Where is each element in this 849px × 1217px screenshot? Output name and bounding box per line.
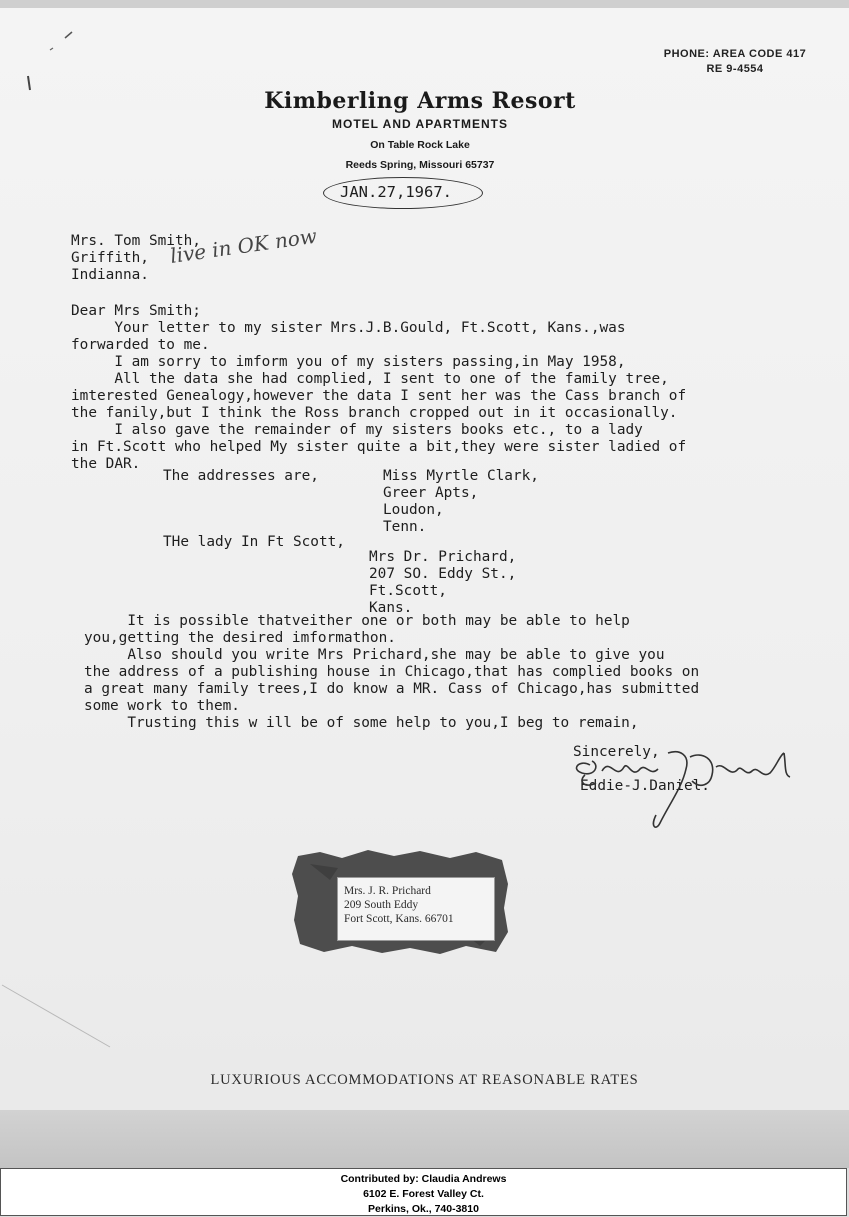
addresses-intro: The addresses are,	[163, 468, 319, 484]
letter-body	[71, 303, 686, 473]
resort-subtitle: MOTEL AND APARTMENTS	[332, 117, 508, 131]
resort-tagline: LUXURIOUS ACCOMMODATIONS AT REASONABLE RATES	[210, 1072, 639, 1088]
lady-intro: THe lady In Ft Scott,	[163, 534, 345, 550]
recipient-line: Griffith,	[71, 250, 149, 266]
label-line: Fort Scott, Kans. 66701	[344, 913, 454, 925]
body-line: you,getting the desired imformathon.	[84, 630, 396, 646]
letter-body-2	[84, 613, 699, 732]
pen-mark-icon	[10, 28, 80, 118]
paper-crease	[0, 975, 120, 1055]
body-line: Also should you write Mrs Prichard,she may be able to give you	[84, 647, 665, 663]
address-line: Loudon,	[383, 502, 444, 518]
body-line: imterested Genealogy,however the data I sent her was the Cass branch of	[71, 388, 687, 404]
letter-date: JAN.27,1967.	[340, 183, 452, 201]
address-line: Miss Myrtle Clark,	[383, 468, 539, 484]
body-line: in Ft.Scott who helped My sister quite a bit,they were sister ladied of	[71, 439, 687, 455]
footer-line: Contributed by: Claudia Andrews	[340, 1173, 507, 1185]
address-2	[369, 549, 516, 617]
address-line: Tenn.	[383, 519, 427, 535]
resort-name: Kimberling Arms Resort	[264, 88, 576, 114]
paper-bottom-edge	[0, 1110, 849, 1168]
body-line: forwarded to me.	[71, 337, 210, 353]
body-line: some work to them.	[84, 698, 240, 714]
resort-location: On Table Rock Lake	[370, 139, 470, 151]
resort-city: Reeds Spring, Missouri 65737	[345, 159, 495, 171]
address-1	[383, 468, 539, 536]
body-line: the fanily,but I think the Ross branch cropped out in it occasionally.	[71, 405, 678, 421]
letterhead	[250, 88, 590, 171]
recipient-line: Indianna.	[71, 267, 149, 283]
address-line: Kans.	[369, 600, 413, 616]
paper-top-edge	[0, 0, 849, 8]
footer-line: 6102 E. Forest Valley Ct.	[363, 1188, 484, 1200]
body-line: I am sorry to imform you of my sisters passing,in May 1958,	[71, 354, 626, 370]
salutation: Dear Mrs Smith;	[71, 303, 201, 319]
recipient-line: Mrs. Tom Smith,	[71, 233, 201, 249]
signer-name: Eddie-J.Daniel.	[580, 778, 710, 794]
body-line: All the data she had complied, I sent to one of the family tree,	[71, 371, 669, 387]
contributor-footer	[0, 1168, 847, 1216]
signature-icon	[540, 735, 810, 835]
label-line: 209 South Eddy	[344, 899, 419, 911]
address-line: Mrs Dr. Prichard,	[369, 549, 517, 565]
address-label	[337, 877, 495, 941]
phone-block	[660, 47, 810, 77]
body-line: a great many family trees,I do know a MR. Cass of Chicago,has submitted	[84, 681, 700, 697]
phone-line-1: PHONE: AREA CODE 417	[663, 48, 807, 60]
footer-line: Perkins, Ok., 740-3810	[368, 1203, 479, 1215]
phone-line-2: RE 9-4554	[706, 63, 764, 75]
body-line: It is possible thatveither one or both may be able to help	[84, 613, 630, 629]
address-line: Ft.Scott,	[369, 583, 447, 599]
body-line: the DAR.	[71, 456, 141, 472]
address-line: Greer Apts,	[383, 485, 479, 501]
address-line: 207 SO. Eddy St.,	[369, 566, 517, 582]
body-line: Your letter to my sister Mrs.J.B.Gould, Ft.Scott, Kans.,was	[71, 320, 626, 336]
closing: Sincerely,	[573, 744, 660, 760]
label-line: Mrs. J. R. Prichard	[344, 885, 431, 897]
body-line: the address of a publishing house in Chicago,that has complied books on	[84, 664, 700, 680]
body-line: I also gave the remainder of my sisters books etc., to a lady	[71, 422, 643, 438]
handwritten-note: live in OK now	[168, 223, 319, 268]
body-line: Trusting this w ill be of some help to you,I beg to remain,	[84, 715, 639, 731]
